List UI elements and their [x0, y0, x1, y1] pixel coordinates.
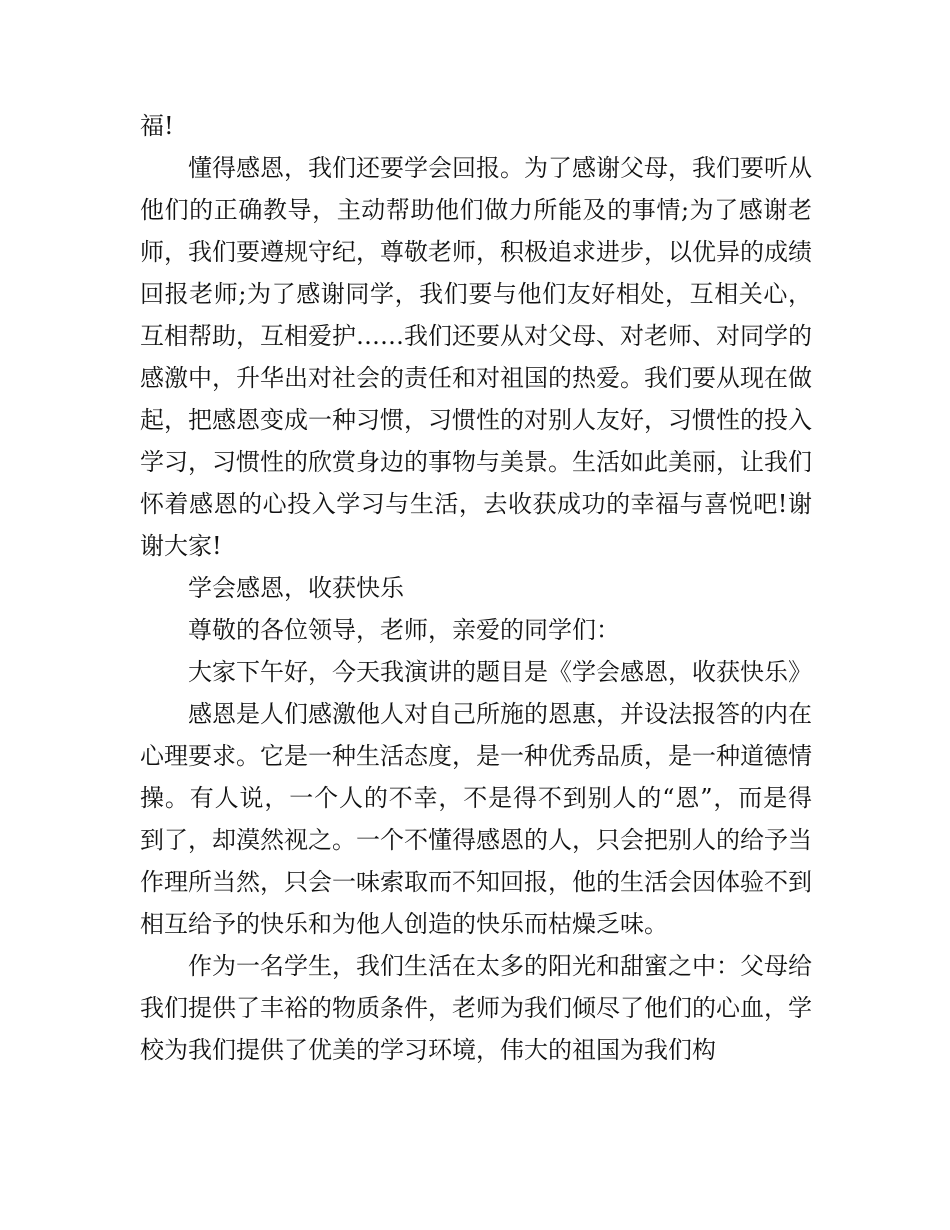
paragraph-1: 福! — [140, 112, 174, 140]
opening-line: 大家下午好，今天我演讲的题目是《学会感恩，收获快乐》 — [188, 658, 812, 686]
speech-title: 学会感恩，收获快乐 — [188, 574, 404, 602]
paragraph-7: 作为一名学生，我们生活在太多的阳光和甜蜜之中：父母给我们提供了丰裕的物质条件，老师为我们倾尽了他们的心血，学校为我们提供了优美的学习环境，伟大的祖国为我们构 — [140, 952, 812, 1064]
document-body — [140, 105, 812, 1071]
paragraph-6: 感恩是人们感激他人对自己所施的恩惠，并设法报答的内在心理要求。它是一种生活态度，是一种优秀品质，是一种道德情操。有人说，一个人的不幸，不是得不到别人的“恩”，而是得到了，却漠然视之。一个不懂得感恩的人，只会把别人的给予当作理所当然，只会一味索取而不知回报，他的生活会因体验不到相互给予的快乐和为他人创造的快乐而枯燥乏味。 — [140, 700, 812, 938]
salutation: 尊敬的各位领导，老师，亲爱的同学们： — [188, 616, 620, 644]
paragraph-2: 懂得感恩，我们还要学会回报。为了感谢父母，我们要听从他们的正确教导，主动帮助他们做力所能及的事情;为了感谢老师，我们要遵规守纪，尊敬老师，积极追求进步，以优异的成绩回报老师;为了感谢同学，我们要与他们友好相处，互相关心，互相帮助，互相爱护……我们还要从对父母、对老师、对同学的感激中，升华出对社会的责任和对祖国的热爱。我们要从现在做起，把感恩变成一种习惯，习惯性的对别人友好，习惯性的投入学习，习惯性的欣赏身边的事物与美景。生活如此美丽，让我们怀着感恩的心投入学习与生活，去收获成功的幸福与喜悦吧!谢谢大家! — [140, 154, 812, 560]
